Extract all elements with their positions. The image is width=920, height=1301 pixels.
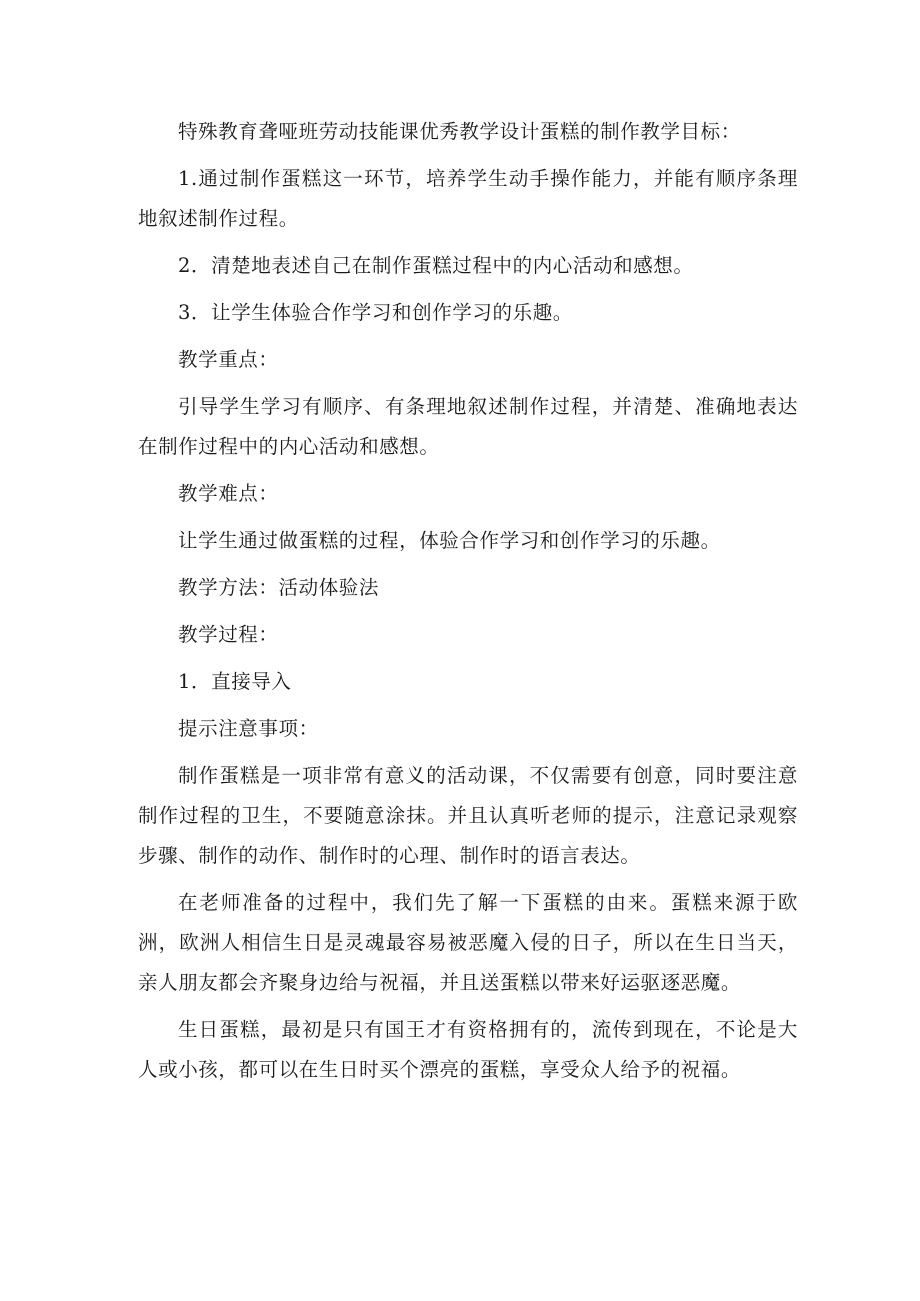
objective-3: 3．让学生体验合作学习和创作学习的乐趣。 [178,301,573,324]
notes-heading: 提示注意事项： [178,717,319,740]
teaching-method: 教学方法：活动体验法 [178,576,380,599]
cake-origin-text: 在老师准备的过程中，我们先了解一下蛋糕的由来。蛋糕来源于欧洲，欧洲人相信生日是灵魂最容易被恶魔入侵的日子，所以在生日当天，亲人朋友都会齐聚身边给与祝福，并且送蛋糕以带来好运驱逐恶魔。 [138,891,798,994]
key-points-text: 引导学生学习有顺序、有条理地叙述制作过程，并清楚、准确地表达在制作过程中的内心活动和感想。 [138,395,798,458]
notes-text: 制作蛋糕是一项非常有意义的活动课，不仅需要有创意，同时要注意制作过程的卫生，不要随意涂抹。并且认真听老师的提示，注意记录观察步骤、制作的动作、制作时的心理、制作时的语言表达。 [138,764,798,867]
difficulty-text: 让学生通过做蛋糕的过程，体验合作学习和创作学习的乐趣。 [178,529,721,552]
teaching-process-heading: 教学过程： [178,623,279,646]
objective-1: 1.通过制作蛋糕这一环节，培养学生动手操作能力，并能有顺序条理地叙述制作过程。 [138,167,798,230]
document-title-line: 特殊教育聋哑班劳动技能课优秀教学设计蛋糕的制作教学目标： [178,120,741,143]
birthday-cake-text: 生日蛋糕，最初是只有国王才有资格拥有的，流传到现在，不论是大人或小孩，都可以在生日时买个漂亮的蛋糕，享受众人给予的祝福。 [138,1018,798,1081]
difficulty-heading: 教学难点： [178,482,279,505]
step-1-heading: 1．直接导入 [178,670,292,693]
objective-2: 2．清楚地表述自己在制作蛋糕过程中的内心活动和感想。 [178,254,694,277]
document-body [138,112,798,1090]
key-points-heading: 教学重点： [178,348,279,371]
